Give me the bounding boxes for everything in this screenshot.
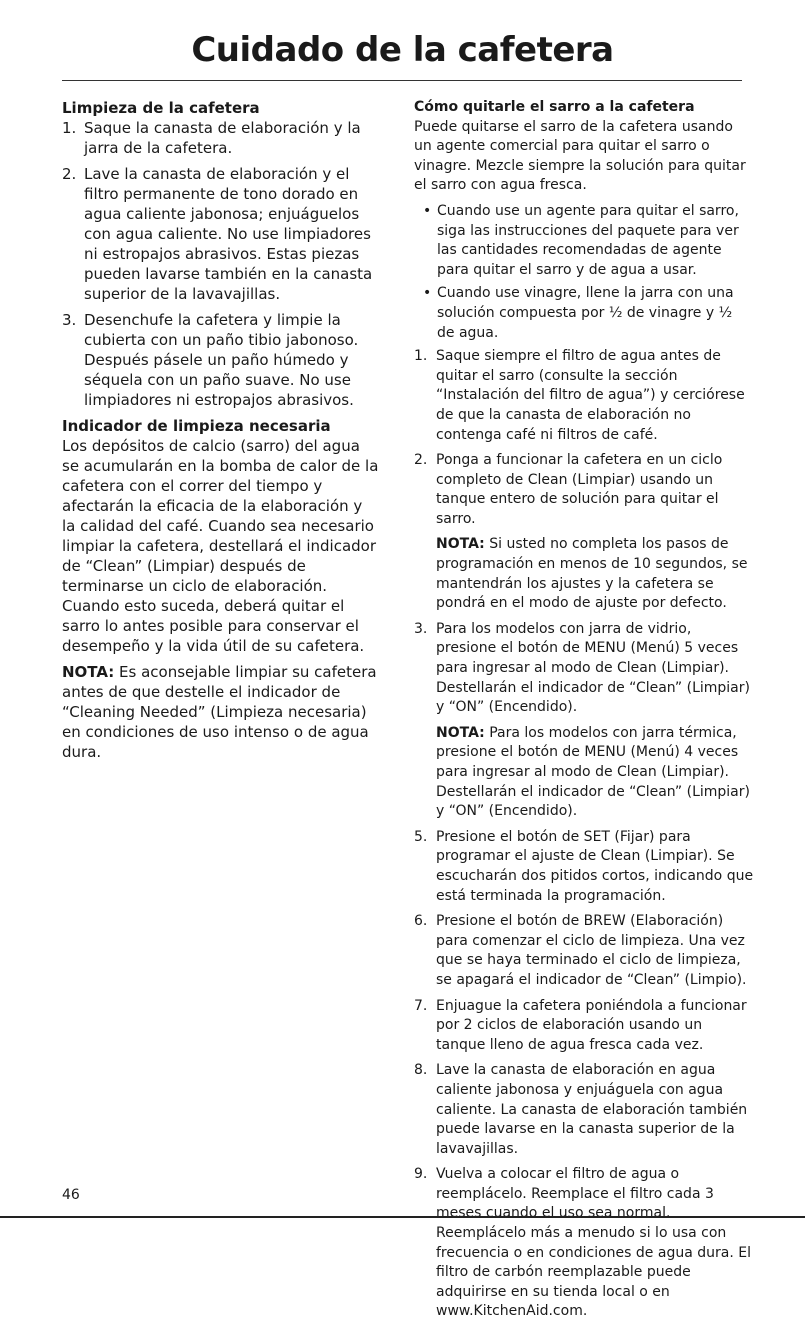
list-item xyxy=(414,451,754,529)
bullet-text: Cuando use vinagre, llene la jarra con una solución compuesta por ½ de vinagre y ½ de agua. xyxy=(437,285,734,341)
note-text: Es aconsejable limpiar su cafetera antes de que destelle el indicador de “Cleaning Needed” (Limpieza necesaria) en condiciones de uso intenso o de agua dura. xyxy=(62,663,377,761)
step-number: 7. xyxy=(414,997,428,1014)
title-divider xyxy=(62,80,742,81)
step-text: Desenchufe la cafetera y limpie la cubierta con un paño tibio jabonoso. Después pásele un paño húmedo y séquela con un paño suave. No use limpiadores ni estropajos abrasivos. xyxy=(84,311,359,409)
step-number: 2. xyxy=(414,452,428,469)
step-text: Ponga a funcionar la cafetera en un ciclo completo de Clean (Limpiar) usando un tanque entero de solución para quitar el sarro. xyxy=(436,452,723,527)
list-item xyxy=(62,164,380,304)
note-text: Para los modelos con jarra térmica, presione el botón de MENU (Menú) 4 veces para ingresar al modo de Clean (Limpiar). Destellarán el indicador de “Clean” (Limpiar) y “ON” (Encendido). xyxy=(436,724,750,820)
section-heading-cleaning: Limpieza de la cafetera xyxy=(62,99,260,117)
list-item xyxy=(62,310,380,410)
step-number: 5. xyxy=(414,828,428,845)
step-text: Saque la canasta de elaboración y la jarra de la cafetera. xyxy=(84,119,361,157)
note-label: NOTA: xyxy=(62,663,115,681)
step-number: 8. xyxy=(414,1062,428,1079)
step-number: 1. xyxy=(62,119,77,137)
indicator-paragraph: Los depósitos de calcio (sarro) del agua se acumularán en la bomba de calor de la cafetera con el correr del tiempo y afectarán la eficacia de la elaboración y la calidad del café. Cuando sea necesario limpiar la cafetera, destellará el indicador de “Clean” (Limpiar) después de terminarse un ciclo de elaboración. Cuando esto suceda, deberá quitar el sarro lo antes posible para conservar el desempeño y la vida útil de su cafetera. xyxy=(62,437,379,655)
step-number: 9. xyxy=(414,1166,428,1183)
right-column xyxy=(414,98,754,1328)
step-text: Lave la canasta de elaboración en agua caliente jabonosa y enjuáguela con agua caliente. La canasta de elaboración también puede lavarse en la canasta superior de la lavavajillas. xyxy=(436,1062,748,1157)
step-text: Saque siempre el filtro de agua antes de quitar el sarro (consulte la sección “Instalación del filtro de agua”) y cerciórese de que la canasta de elaboración no contenga café ni filtros de café. xyxy=(436,348,745,443)
note-text: Si usted no completa los pasos de programación en menos de 10 segundos, se mantendrán los ajustes y la cafetera se pondrá en el modo de ajuste por defecto. xyxy=(436,536,748,612)
note-label: NOTA: xyxy=(436,536,485,553)
list-item xyxy=(414,347,754,445)
list-item xyxy=(414,828,754,906)
page-number: 46 xyxy=(62,1187,80,1203)
bullet-marker: • xyxy=(423,202,432,219)
list-item xyxy=(62,118,380,158)
step-text: Enjuague la cafetera poniéndola a funcionar por 2 ciclos de elaboración usando un tanque lleno de agua fresca cada vez. xyxy=(436,997,747,1053)
section-heading-descaling: Cómo quitarle el sarro a la cafetera xyxy=(414,99,695,115)
list-item xyxy=(414,997,754,1056)
step-text: Lave la canasta de elaboración y el filtro permanente de tono dorado en agua caliente jabonosa; enjuáguelos con agua caliente. No use limpiadores ni estropajos abrasivos. Estas piezas pueden lavarse también en la canasta superior de la lavavajillas. xyxy=(84,165,373,303)
step-number: 3. xyxy=(414,620,428,637)
list-item xyxy=(414,202,754,280)
section-heading-indicator: Indicador de limpieza necesaria xyxy=(62,417,331,435)
step-number: 2. xyxy=(62,165,77,183)
descaling-intro: Puede quitarse el sarro de la cafetera usando un agente comercial para quitar el sarro o vinagre. Mezcle siempre la solución para quitar el sarro con agua fresca. xyxy=(414,118,746,194)
cleaning-steps xyxy=(62,118,380,410)
bullet-text: Cuando use un agente para quitar el sarro, siga las instrucciones del paquete para ver las cantidades recomendadas de agente para quitar el sarro y de agua a usar. xyxy=(437,202,739,278)
list-item xyxy=(414,1061,754,1159)
note-paragraph xyxy=(414,535,754,613)
list-item xyxy=(414,912,754,990)
list-item xyxy=(414,1165,754,1322)
step-number: 3. xyxy=(62,311,77,329)
step-text: Para los modelos con jarra de vidrio, presione el botón de MENU (Menú) 5 veces para ingresar al modo de Clean (Limpiar). Destellarán el indicador de “Clean” (Limpiar) y “ON” (Encendido). xyxy=(436,620,750,716)
left-column xyxy=(62,98,380,768)
list-item xyxy=(414,284,754,343)
note-label: NOTA: xyxy=(436,724,485,741)
page-title: Cuidado de la cafetera xyxy=(191,30,614,70)
bullet-marker: • xyxy=(423,285,432,302)
step-number: 1. xyxy=(414,348,428,365)
note-paragraph xyxy=(62,662,380,762)
step-number: 6. xyxy=(414,913,428,930)
step-text: Vuelva a colocar el filtro de agua o reemplácelo. Reemplace el filtro cada 3 meses cuando el uso sea normal. Reemplácelo más a menudo si lo usa con frecuencia o en condiciones de agua dura. El filtro de carbón reemplazable puede adquirirse en su tienda local o en www.KitchenAid.com. xyxy=(436,1166,751,1320)
step-text: Presione el botón de SET (Fijar) para programar el ajuste de Clean (Limpiar). Se escucharán dos pitidos cortos, indicando que está terminada la programación. xyxy=(436,828,754,904)
step-text: Presione el botón de BREW (Elaboración) para comenzar el ciclo de limpieza. Una vez que se haya terminado el ciclo de limpieza, se apagará el indicador de “Clean” (Limpio). xyxy=(436,913,747,988)
list-item xyxy=(414,620,754,718)
bottom-edge-line xyxy=(0,1216,805,1218)
note-paragraph xyxy=(414,724,754,822)
